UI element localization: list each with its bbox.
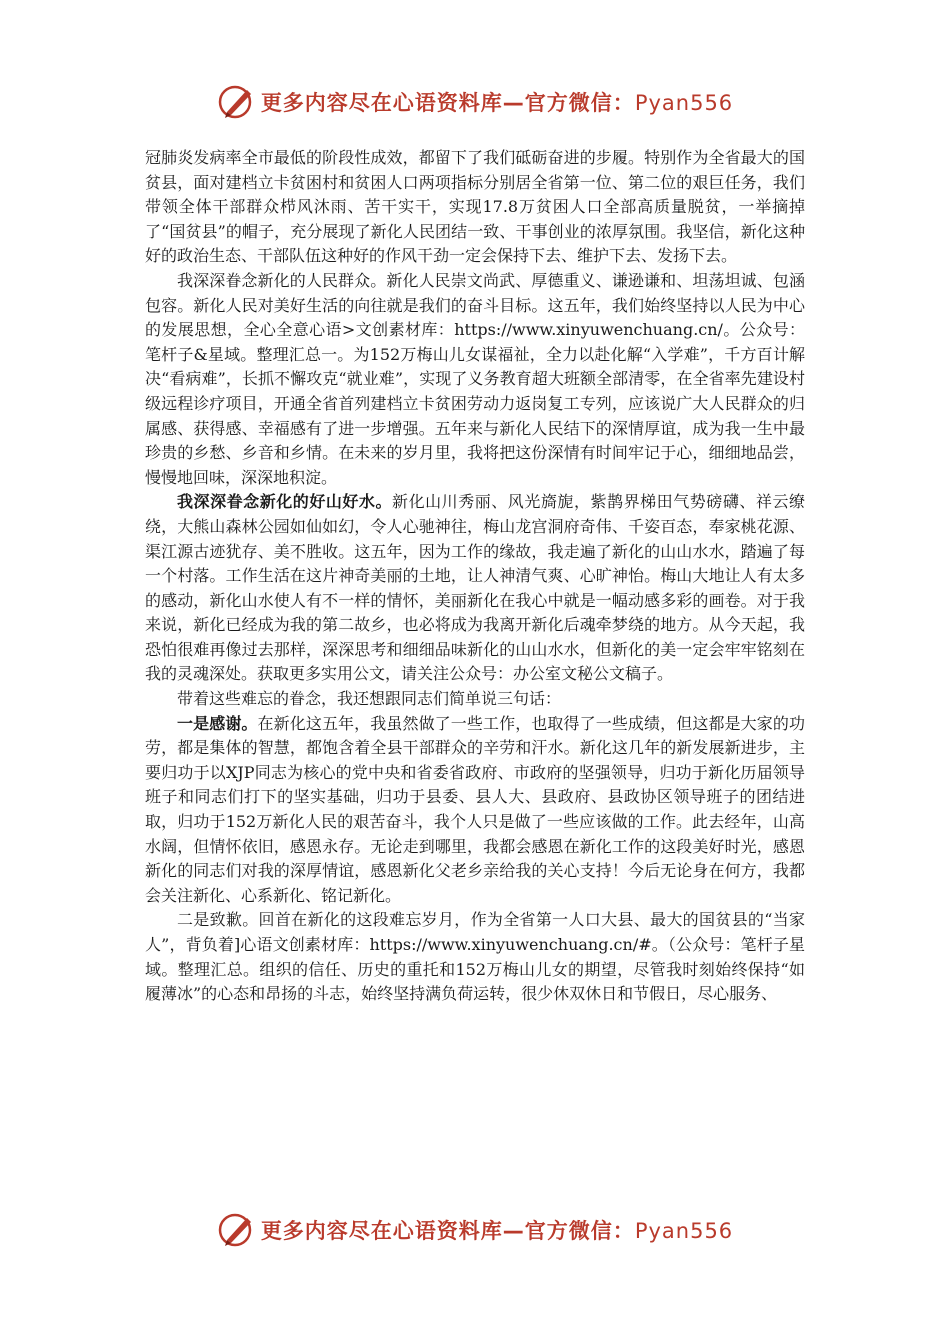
paragraph-6: 二是致歉。回首在新化的这段难忘岁月，作为全省第一人口大县、最大的国贫县的“当家人”，背负着]心语文创素材库：https://www.xinyuwenchuang.cn/#。（公众号：笔杆子星域。整理汇总。组织的信任、历史的重托和152万梅山儿女的期望，尽管我时刻始终保持“如履薄冰”的心态和昂扬的斗志，始终坚持满负荷运转，很少休双休日和节假日，尽心服务、 — [145, 910, 805, 1004]
paragraph-5-lead: 一是感谢。 — [177, 713, 258, 733]
pen-logo-icon — [217, 82, 257, 122]
header-watermark-banner — [0, 80, 950, 124]
paragraph-5: 一是感谢。在新化这五年，我虽然做了一些工作，也取得了一些成绩，但这都是大家的功劳，都是集体的智慧，都饱含着全县干部群众的辛劳和汗水。新化这几年的新发展新进步，主要归功于以XJP同志为核心的党中央和省委省政府、市政府的坚强领导，归功于新化历届领导班子和同志们打下的坚实基础，归功于县委、县人大、县政府、县政协区领导班子的团结进取，归功于152万新化人民的艰苦奋斗，我个人只是做了一些应该做的工作。此去经年，山高水阔，但情怀依旧，感恩永存。无论走到哪里，我都会感恩在新化工作的这段美好时光，感恩新化的同志们对我的深厚情谊，感恩新化父老乡亲给我的关心支持！今后无论身在何方，我都会关注新化、心系新化、铭记新化。 — [145, 713, 805, 905]
banner-text: 更多内容尽在心语资料库—官方微信：Pyan556 — [260, 91, 734, 115]
banner-text: 更多内容尽在心语资料库—官方微信：Pyan556 — [260, 1219, 734, 1243]
paragraph-1: 冠肺炎发病率全市最低的阶段性成效，都留下了我们砥砺奋进的步履。特别作为全省最大的国贫县，面对建档立卡贫困村和贫困人口两项指标分别居全省第一位、第二位的艰巨任务，我们带领全体干部群众栉风沐雨、苦干实干，实现17.8万贫困人口全部高质量脱贫，一举摘掉了“国贫县”的帽子，充分展现了新化人民团结一致、干事创业的浓厚氛围。我坚信，新化这种好的政治生态、干部队伍这种好的作风干劲一定会保持下去、维护下去、发扬下去。 — [145, 148, 805, 266]
paragraph-3: 我深深眷念新化的好山好水。新化山川秀丽、风光旖旎，紫鹊界梯田气势磅礴、祥云缭绕，大熊山森林公园如仙如幻，令人心驰神往，梅山龙宫洞府奇伟、千姿百态，奉家桃花源、渠江源古迹犹存、美不胜收。这五年，因为工作的缘故，我走遍了新化的山山水水，踏遍了每一个村落。工作生活在这片神奇美丽的土地，让人神清气爽、心旷神怡。梅山大地让人有太多的感动，新化山水使人有不一样的情怀，美丽新化在我心中就是一幅动感多彩的画卷。对于我来说，新化已经成为我的第二故乡，也必将成为我离开新化后魂牵梦绕的地方。从今天起，我恐怕很难再像过去那样，深深思考和细细品味新化的山山水水，但新化的美一定会牢牢铭刻在我的灵魂深处。获取更多实用公文，请关注公众号：办公室文秘公文稿子。 — [145, 492, 805, 684]
paragraph-4: 带着这些难忘的眷念，我还想跟同志们简单说三句话： — [177, 689, 562, 709]
paragraph-3-lead: 我深深眷念新化的好山好水。 — [177, 492, 393, 512]
pen-logo-icon — [217, 1210, 257, 1250]
document-body — [145, 146, 805, 1192]
paragraph-2: 我深深眷念新化的人民群众。新化人民崇文尚武、厚德重义、谦逊谦和、坦荡坦诚、包涵包容。新化人民对美好生活的向往就是我们的奋斗目标。这五年，我们始终坚持以人民为中心的发展思想，全心全意心语>文创素材库：https://www.xinyuwenchuang.cn/。公众号：笔杆子&星域。整理汇总一。为152万梅山儿女谋福祉，全力以赴化解“入学难”，千方百计解决“看病难”，长抓不懈攻克“就业难”，实现了义务教育超大班额全部清零，在全省率先建设村级远程诊疗项目，开通全省首列建档立卡贫困劳动力返岗复工专列，应该说广大人民群众的归属感、获得感、幸福感有了进一步增强。五年来与新化人民结下的深情厚谊，成为我一生中最珍贵的乡愁、乡音和乡情。在未来的岁月里，我将把这份深情有时间牢记于心，细细地品尝，慢慢地回味，深深地积淀。 — [145, 270, 805, 487]
footer-watermark-banner — [0, 1208, 950, 1252]
